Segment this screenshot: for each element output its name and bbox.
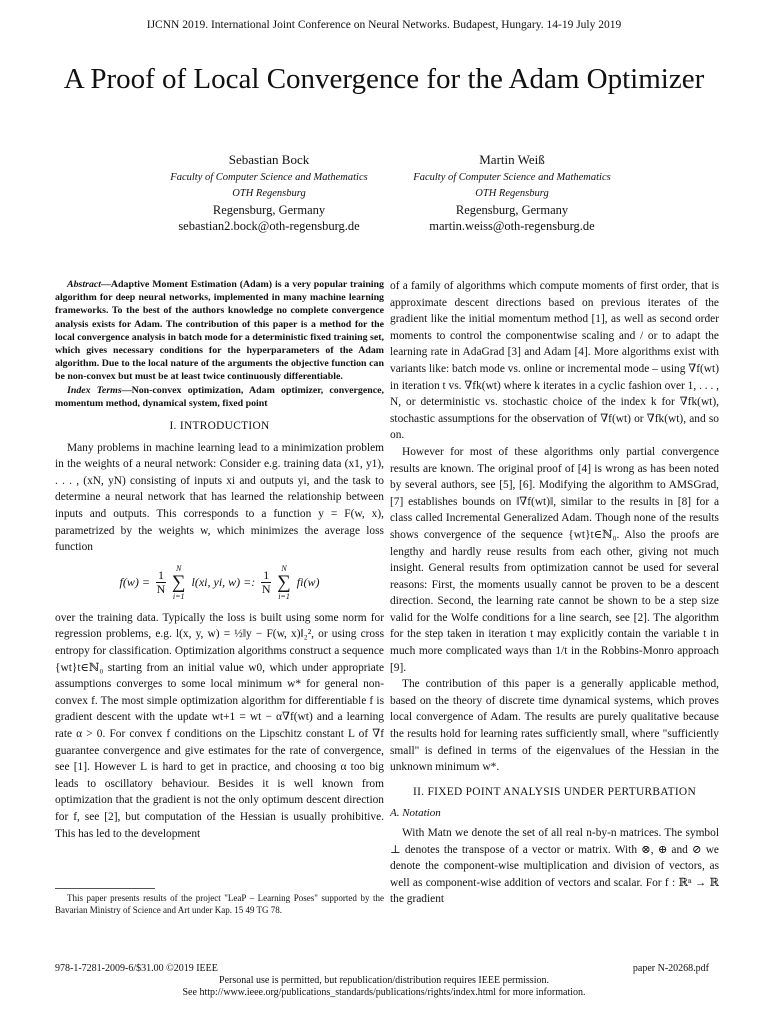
footnote-divider <box>55 888 155 889</box>
author-name: Martin Weiß <box>479 152 545 167</box>
index-terms-label: Index Terms <box>67 384 122 396</box>
right-paragraph-3: The contribution of this paper is a generally applicable method, based on the theory of discrete time dynamical systems, which proves local convergence of Adam. The results are purely qualitative because the results hold for learning rates sufficiently small, where "sufficiently small" is defined in terms of the eigenvalues of the Hessian in the unknown minimum w*. <box>390 678 719 774</box>
loss-equation <box>55 560 384 606</box>
abstract <box>55 278 384 384</box>
abstract-label: Abstract <box>67 279 102 290</box>
index-terms <box>55 384 384 410</box>
subsection-heading-notation: A. Notation <box>390 807 441 820</box>
conference-header: IJCNN 2019. International Joint Conference on Neural Networks. Budapest, Hungary. 14-19 July 2019 <box>146 19 622 31</box>
section-heading-fixed-point: II. FIXED POINT ANALYSIS UNDER PERTURBATION <box>413 785 696 798</box>
author-faculty: Faculty of Computer Science and Mathematics <box>413 172 611 183</box>
right-paragraph-1: of a family of algorithms which compute moments of first order, that is approximate descent directions based on previous iterates of the gradient like the initial momentum method [1], as well as second order moments to control the componentwise scaling and / or to adapt the learning rate in AdaGrad [3] and Adam [4]. More algorithms exist with variants like: batch mode vs. online or incremental mode – using ∇f(wt) in iteration t vs. ∇fk(wt) where k iterates in a cyclic fashion over 1, . . . , N, or deterministic vs. stochastic choice of the index k for ∇fk(wt), stochastic assumptions for the observation of ∇f(wt) or ∇fk(wt), and so on. <box>390 280 720 442</box>
abstract-text: —Adaptive Moment Estimation (Adam) is a very popular training algorithm for deep neural networks, implemented in many machine learning frameworks. To the best of the authors knowledge no complete convergence analysis exists for Adam. The contribution of this paper is a method for the local convergence analysis in batch mode for a deterministic fixed training set, which gives necessary conditions for the hyperparameters of the Adam algorithm. Due to the local nature of the arguments the objective function can be non-convex but must be at least twice continuously differentiable. <box>55 279 384 383</box>
eq-lhs: f(w) = <box>119 575 150 590</box>
eq-fraction-2: $\frac{1}{N}$ <box>261 568 271 597</box>
author-block-2 <box>362 152 662 234</box>
footer-isbn: 978-1-7281-2009-6/$31.00 ©2019 IEEE <box>55 963 218 974</box>
right-column <box>390 278 719 908</box>
right-paragraph-2: However for most of these algorithms only partial convergence results are known. The original proof of [4] is wrong as has been noted by several authors, see [5], [6]. Modifying the algorithm to AMSGrad, [7] establishes bounds on ‖∇f(wt)‖, similar to the results in [8] for a class called Incremental Generalized Adam. Though none of the results shows convergence of the sequence {wt}t∈ℕ₀. Also the proofs are lengthy and hardly reuse results from each other, giving not much insight. General results from optimization cannot be used for several reasons: First, the moments usually cannot be proven to be a descent direction. Second, the learning rate cannot be shown to be a step size valid for the Wolfe conditions for a line search, see [2]. The algorithm for the step taken in iteration t may explicitly contain the variable t in much more complicated ways than 1/t in the Robbins-Monro approach [9]. <box>390 445 719 674</box>
author-email[interactable]: martin.weiss@oth-regensburg.de <box>429 219 595 233</box>
eq-sum-2: N ∑ i=1 <box>277 563 291 601</box>
author-name: Sebastian Bock <box>228 152 310 167</box>
footnote: This paper presents results of the project "LeaP – Learning Poses" supported by the Bavarian Ministry of Science and Art under Kap. 15 49 TG 78. <box>55 893 384 915</box>
author-location: Regensburg, Germany <box>212 203 326 217</box>
author-email[interactable]: sebastian2.bock@oth-regensburg.de <box>178 219 360 233</box>
eq-term-2: fi(w) <box>296 575 320 590</box>
eq-sum: N ∑ i=1 <box>171 563 186 601</box>
right-paragraph-4: With Matn we denote the set of all real n-by-n matrices. The symbol ⊥ denotes the transpose of a vector or matrix. With ⊗, ⊕ and ⊘ we denote the component-wise multiplication and division of vectors, as well as component-wise addition of vectors and scalar. For f : ℝⁿ → ℝ the gradient <box>390 827 719 906</box>
author-faculty: Faculty of Computer Science and Mathematics <box>170 172 368 183</box>
author-institution: OTH Regensburg <box>475 188 549 199</box>
left-column <box>55 278 384 842</box>
author-institution: OTH Regensburg <box>232 188 306 199</box>
footer-notice-line-2[interactable]: See http://www.ieee.org/publications_standards/publications/rights/index.html for more information. <box>182 987 586 998</box>
index-terms-text: —Non-convex optimization, Adam optimizer, convergence, momentum method, dynamical system, fixed point <box>55 384 384 409</box>
author-location: Regensburg, Germany <box>455 203 569 217</box>
footer-notice-line-1: Personal use is permitted, but republication/distribution requires IEEE permission. <box>219 975 549 986</box>
intro-paragraph-2: over the training data. Typically the loss is built using some norm for regression problems, e.g. l(x, y, w) = ½‖y − F(w, x)‖₂², or using cross entropy for classification. Optimization algorithms construct a sequence {wt}t∈ℕ₀ starting from an initial value w0, which under appropriate assumptions converges to some local minimum w* for general non-convex f. The most simple optimization algorithm for differentiable f is gradient descent with the update wt+1 = wt − α∇f(wt) and a learning rate α > 0. For convex f conditions on the Lipschitz constant L of ∇f guarantee convergence and give estimates for the rate of convergence, see [1]. However L is hard to get in practice, and choosing α too big leads to oscillatory behaviour. Besides it is well known from optimization that the gradient is not the only optimum descent direction for f, see [2], but computation of the Hessian is usually prohibitive. This has led to the development <box>55 611 384 840</box>
intro-paragraph-1: Many problems in machine learning lead to a minimization problem in the weights of a neural network: Consider e.g. training data (x1, y1), . . . , (xN, yN) consisting of inputs xi and outputs yi, and the task to determine a neural network that has learned the relationship between inputs and outputs. This corresponds to a function y = F(w, x), parametrized by the weights w, which minimizes the average loss function <box>55 441 384 554</box>
section-heading-introduction: I. INTRODUCTION <box>169 420 270 433</box>
footer-notice <box>0 975 768 999</box>
paper-title: A Proof of Local Convergence for the Adam Optimizer <box>63 63 705 95</box>
eq-term-1: l(xi, yi, w) =: <box>191 575 256 590</box>
eq-fraction: $\frac{1}{N}$ <box>156 568 166 597</box>
footer-paper-id: paper N-20268.pdf <box>632 963 709 974</box>
